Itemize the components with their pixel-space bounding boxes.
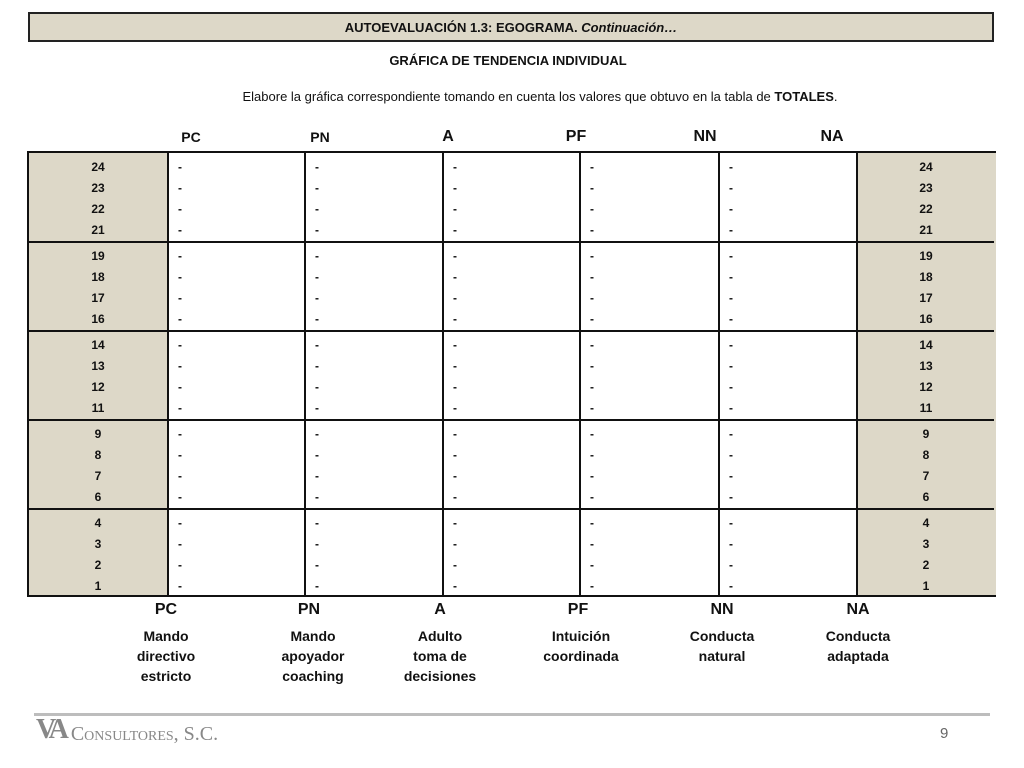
scale-value-left: 12 xyxy=(91,380,105,394)
description-line: apoyador xyxy=(281,648,345,664)
tick-mark: - xyxy=(729,516,733,530)
tick-mark: - xyxy=(729,537,733,551)
logo-text: Consultores, S.C. xyxy=(70,723,219,745)
scale-value-right: 11 xyxy=(919,401,933,415)
tick-mark: - xyxy=(729,469,733,483)
bottom-description-pc xyxy=(101,626,231,686)
description-line: Adulto xyxy=(417,628,463,644)
tick-mark: - xyxy=(729,223,733,237)
tick-mark: - xyxy=(453,469,457,483)
tick-mark: - xyxy=(453,537,457,551)
tick-mark: - xyxy=(590,181,594,195)
top-label-pf: PF xyxy=(565,128,587,145)
scale-value-right: 24 xyxy=(919,160,933,174)
logo-mark: VA xyxy=(36,714,65,745)
instruction-end: . xyxy=(833,89,838,104)
scale-value-right: 7 xyxy=(922,469,930,483)
scale-value-left: 21 xyxy=(91,223,105,237)
description-line: decisiones xyxy=(403,668,477,684)
scale-value-left: 7 xyxy=(94,469,102,483)
bottom-label-pn: PN xyxy=(297,601,321,618)
tick-mark: - xyxy=(590,359,594,373)
tick-mark: - xyxy=(453,249,457,263)
tick-mark: - xyxy=(178,558,182,572)
top-label-na: NA xyxy=(820,128,844,145)
scale-value-right: 22 xyxy=(919,202,933,216)
scale-value-right: 1 xyxy=(922,579,930,593)
tick-mark: - xyxy=(315,516,319,530)
tick-mark: - xyxy=(453,490,457,504)
top-label-a: A xyxy=(442,128,454,145)
tick-mark: - xyxy=(315,380,319,394)
scale-value-right: 2 xyxy=(922,558,930,572)
tick-mark: - xyxy=(590,579,594,593)
bottom-label-pf: PF xyxy=(567,601,589,618)
tick-mark: - xyxy=(178,537,182,551)
tick-mark: - xyxy=(729,579,733,593)
tick-mark: - xyxy=(178,249,182,263)
tick-mark: - xyxy=(453,312,457,326)
scale-value-left: 22 xyxy=(91,202,105,216)
grid-vertical-line xyxy=(718,153,720,595)
tick-mark: - xyxy=(453,202,457,216)
tick-mark: - xyxy=(178,291,182,305)
bottom-description-nn xyxy=(657,626,787,666)
bottom-description-pn xyxy=(248,626,378,686)
tick-mark: - xyxy=(178,312,182,326)
tick-mark: - xyxy=(453,516,457,530)
tick-mark: - xyxy=(590,558,594,572)
tick-mark: - xyxy=(729,338,733,352)
tick-mark: - xyxy=(453,380,457,394)
tick-mark: - xyxy=(178,469,182,483)
scale-value-right: 19 xyxy=(919,249,933,263)
tick-mark: - xyxy=(315,181,319,195)
tick-mark: - xyxy=(315,448,319,462)
tick-mark: - xyxy=(590,469,594,483)
scale-value-left: 3 xyxy=(94,537,102,551)
scale-value-left: 4 xyxy=(94,516,102,530)
tick-mark: - xyxy=(178,160,182,174)
scale-value-right: 6 xyxy=(922,490,930,504)
tick-mark: - xyxy=(453,270,457,284)
title-box xyxy=(28,12,994,42)
scale-value-right: 8 xyxy=(922,448,930,462)
tick-mark: - xyxy=(729,181,733,195)
scale-value-right: 21 xyxy=(919,223,933,237)
tick-mark: - xyxy=(729,202,733,216)
tick-mark: - xyxy=(315,270,319,284)
tick-mark: - xyxy=(315,223,319,237)
bottom-description-a xyxy=(375,626,505,686)
tick-mark: - xyxy=(315,359,319,373)
subtitle: GRÁFICA DE TENDENCIA INDIVIDUAL xyxy=(389,53,627,68)
tick-mark: - xyxy=(729,359,733,373)
tick-mark: - xyxy=(178,270,182,284)
grid-vertical-line xyxy=(167,153,169,595)
description-line: adaptada xyxy=(827,648,889,664)
tick-mark: - xyxy=(453,160,457,174)
tick-mark: - xyxy=(729,312,733,326)
top-label-pn: PN xyxy=(310,129,330,145)
grid-vertical-line xyxy=(442,153,444,595)
tick-mark: - xyxy=(178,516,182,530)
tick-mark: - xyxy=(729,448,733,462)
scale-value-right: 9 xyxy=(922,427,930,441)
scale-value-right: 18 xyxy=(919,270,933,284)
scale-value-right: 23 xyxy=(919,181,933,195)
tick-mark: - xyxy=(315,202,319,216)
tick-mark: - xyxy=(178,202,182,216)
scale-value-left: 19 xyxy=(91,249,105,263)
description-line: Conducta xyxy=(825,628,891,644)
tick-mark: - xyxy=(178,427,182,441)
grid-horizontal-line xyxy=(29,508,994,510)
tick-mark: - xyxy=(590,160,594,174)
description-line: directivo xyxy=(136,648,196,664)
scale-value-left: 24 xyxy=(91,160,105,174)
description-line: Mando xyxy=(290,628,336,644)
scale-value-right: 16 xyxy=(919,312,933,326)
scale-value-left: 8 xyxy=(94,448,102,462)
tick-mark: - xyxy=(315,427,319,441)
grid-vertical-line xyxy=(304,153,306,595)
tick-mark: - xyxy=(178,579,182,593)
tick-mark: - xyxy=(729,380,733,394)
tick-mark: - xyxy=(315,338,319,352)
description-line: Mando xyxy=(143,628,189,644)
tick-mark: - xyxy=(590,380,594,394)
scale-value-left: 6 xyxy=(94,490,102,504)
tick-mark: - xyxy=(729,401,733,415)
tick-mark: - xyxy=(453,338,457,352)
tick-mark: - xyxy=(453,558,457,572)
bottom-description-na xyxy=(793,626,923,666)
tick-mark: - xyxy=(590,516,594,530)
tick-mark: - xyxy=(315,490,319,504)
title-italic: Continuación… xyxy=(581,19,678,35)
tick-mark: - xyxy=(590,249,594,263)
grid-vertical-line xyxy=(579,153,581,595)
tick-mark: - xyxy=(315,401,319,415)
title-main: AUTOEVALUACIÓN 1.3: EGOGRAMA. xyxy=(344,19,578,35)
tick-mark: - xyxy=(729,427,733,441)
tick-mark: - xyxy=(729,249,733,263)
bottom-description-pf xyxy=(516,626,646,666)
grid-horizontal-line xyxy=(29,419,994,421)
description-line: Intuición xyxy=(551,628,611,644)
tick-mark: - xyxy=(178,448,182,462)
top-label-pc: PC xyxy=(181,129,201,145)
scale-value-left: 17 xyxy=(91,291,105,305)
tick-mark: - xyxy=(315,312,319,326)
tick-mark: - xyxy=(590,270,594,284)
description-line: estricto xyxy=(140,668,192,684)
instruction-bold: TOTALES xyxy=(774,89,834,104)
tick-mark: - xyxy=(315,537,319,551)
tick-mark: - xyxy=(178,181,182,195)
tick-mark: - xyxy=(315,579,319,593)
grid-horizontal-line xyxy=(29,330,994,332)
scale-value-left: 1 xyxy=(94,579,102,593)
description-line: coordinada xyxy=(543,648,619,664)
scale-value-right: 3 xyxy=(922,537,930,551)
tick-mark: - xyxy=(315,558,319,572)
tick-mark: - xyxy=(453,401,457,415)
instruction-text: Elabore la gráfica correspondiente tomando en cuenta los valores que obtuvo en la tabla de xyxy=(242,89,771,104)
bottom-label-pc: PC xyxy=(154,601,178,618)
description-line: coaching xyxy=(282,668,344,684)
scale-value-left: 18 xyxy=(91,270,105,284)
tick-mark: - xyxy=(590,401,594,415)
egogram-grid xyxy=(27,151,996,597)
tick-mark: - xyxy=(590,223,594,237)
tick-mark: - xyxy=(315,291,319,305)
tick-mark: - xyxy=(453,223,457,237)
tick-mark: - xyxy=(315,249,319,263)
tick-mark: - xyxy=(178,338,182,352)
tick-mark: - xyxy=(178,401,182,415)
tick-mark: - xyxy=(178,380,182,394)
tick-mark: - xyxy=(590,427,594,441)
tick-mark: - xyxy=(729,291,733,305)
scale-value-right: 4 xyxy=(922,516,930,530)
tick-mark: - xyxy=(590,537,594,551)
tick-mark: - xyxy=(453,427,457,441)
tick-mark: - xyxy=(729,490,733,504)
scale-value-right: 12 xyxy=(919,380,933,394)
company-logo xyxy=(36,716,218,746)
tick-mark: - xyxy=(178,490,182,504)
tick-mark: - xyxy=(178,359,182,373)
scale-value-left: 23 xyxy=(91,181,105,195)
scale-value-left: 13 xyxy=(91,359,105,373)
tick-mark: - xyxy=(315,469,319,483)
description-line: toma de xyxy=(413,648,467,664)
scale-value-left: 9 xyxy=(94,427,102,441)
scale-value-right: 13 xyxy=(919,359,933,373)
tick-mark: - xyxy=(590,490,594,504)
grid-horizontal-line xyxy=(29,241,994,243)
tick-mark: - xyxy=(729,558,733,572)
tick-mark: - xyxy=(315,160,319,174)
instruction xyxy=(200,89,880,104)
tick-mark: - xyxy=(453,181,457,195)
tick-mark: - xyxy=(729,270,733,284)
scale-value-left: 2 xyxy=(94,558,102,572)
description-line: Conducta xyxy=(689,628,755,644)
bottom-label-na: NA xyxy=(846,601,870,618)
tick-mark: - xyxy=(590,312,594,326)
description-line: natural xyxy=(698,648,746,664)
tick-mark: - xyxy=(590,448,594,462)
tick-mark: - xyxy=(590,338,594,352)
top-label-nn: NN xyxy=(693,128,717,145)
scale-value-right: 14 xyxy=(919,338,933,352)
tick-mark: - xyxy=(590,202,594,216)
bottom-label-nn: NN xyxy=(710,601,734,618)
tick-mark: - xyxy=(453,359,457,373)
tick-mark: - xyxy=(453,579,457,593)
tick-mark: - xyxy=(590,291,594,305)
grid-vertical-line xyxy=(856,153,858,595)
tick-mark: - xyxy=(729,160,733,174)
tick-mark: - xyxy=(453,291,457,305)
bottom-label-a: A xyxy=(434,601,446,618)
scale-value-left: 16 xyxy=(91,312,105,326)
tick-mark: - xyxy=(453,448,457,462)
scale-value-right: 17 xyxy=(919,291,933,305)
scale-value-left: 11 xyxy=(91,401,105,415)
scale-value-left: 14 xyxy=(91,338,105,352)
tick-mark: - xyxy=(178,223,182,237)
page-number: 9 xyxy=(940,725,949,742)
